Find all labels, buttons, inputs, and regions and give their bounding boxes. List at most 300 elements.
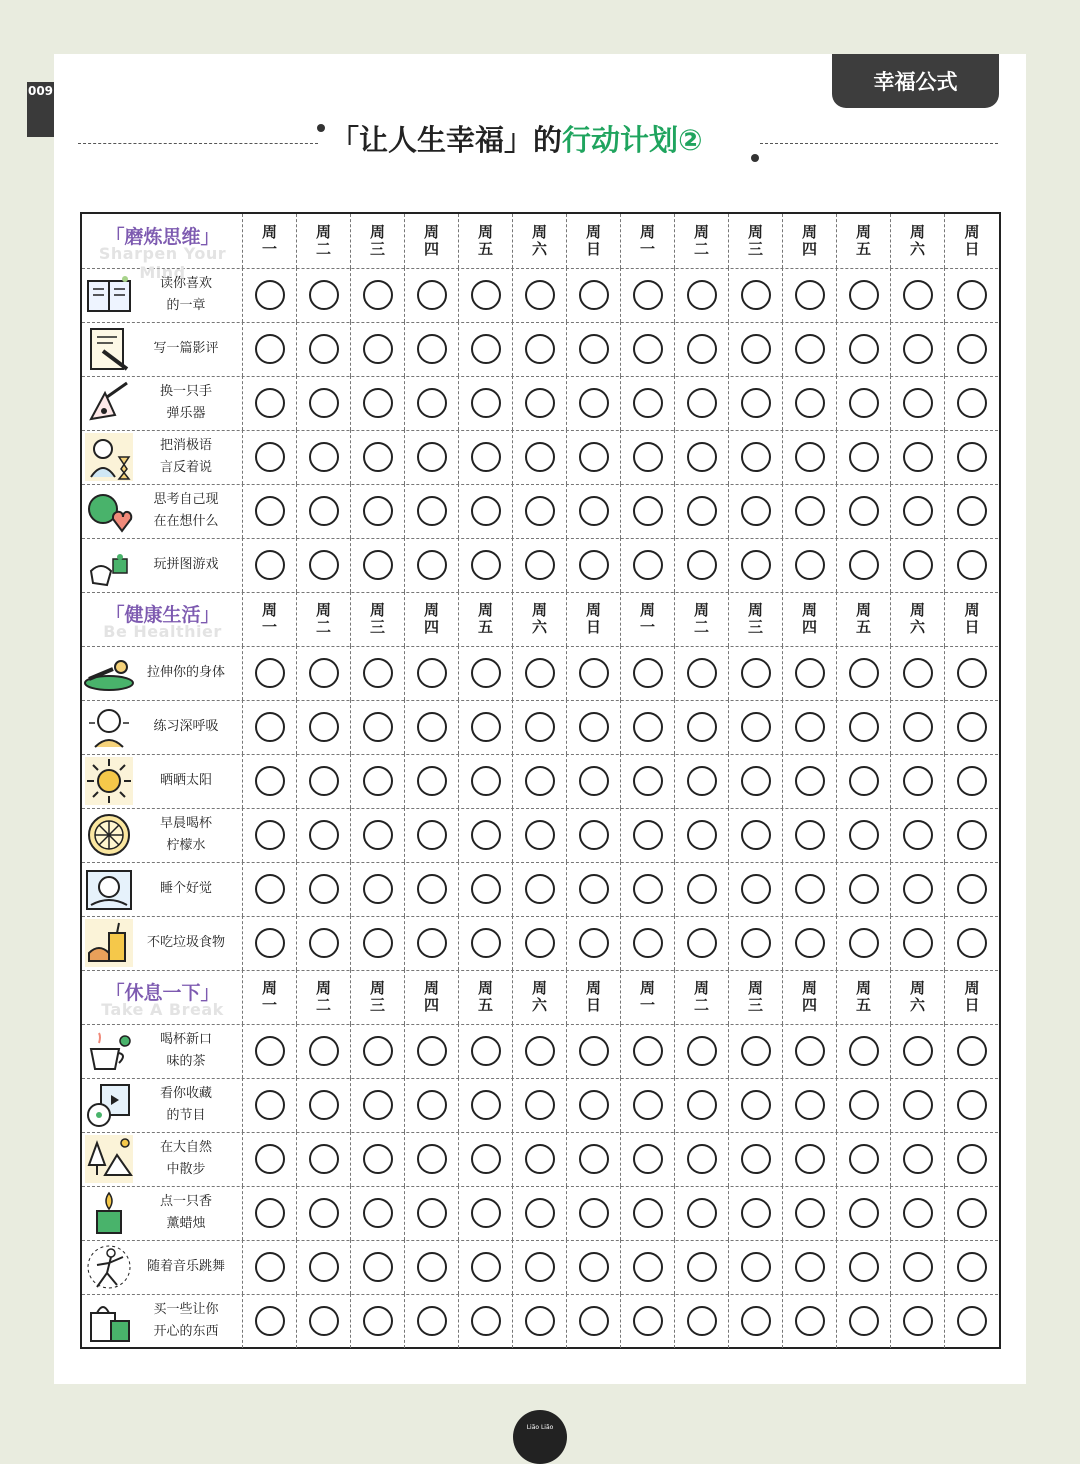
check-circle[interactable] (795, 1090, 825, 1120)
writing-icon (82, 322, 136, 376)
check-cell (243, 268, 297, 322)
check-circle[interactable] (255, 658, 285, 688)
check-cell (567, 538, 621, 592)
check-circle[interactable] (903, 1252, 933, 1282)
check-cell (351, 754, 405, 808)
check-circle[interactable] (471, 1036, 501, 1066)
check-circle[interactable] (471, 388, 501, 418)
check-circle[interactable] (309, 280, 339, 310)
check-circle[interactable] (903, 496, 933, 526)
check-circle[interactable] (471, 1306, 501, 1336)
check-circle[interactable] (687, 280, 717, 310)
check-circle[interactable] (579, 658, 609, 688)
check-circle[interactable] (525, 496, 555, 526)
check-circle[interactable] (795, 658, 825, 688)
check-cell (729, 700, 783, 754)
check-cell (729, 1024, 783, 1078)
check-circle[interactable] (687, 496, 717, 526)
check-circle[interactable] (687, 1036, 717, 1066)
check-circle[interactable] (687, 388, 717, 418)
check-circle[interactable] (849, 442, 879, 472)
check-circle[interactable] (633, 1144, 663, 1174)
check-circle[interactable] (309, 496, 339, 526)
check-circle[interactable] (579, 388, 609, 418)
check-circle[interactable] (255, 496, 285, 526)
check-circle[interactable] (795, 1144, 825, 1174)
check-circle[interactable] (687, 712, 717, 742)
check-circle[interactable] (525, 1306, 555, 1336)
check-circle[interactable] (795, 820, 825, 850)
check-circle[interactable] (579, 874, 609, 904)
check-circle[interactable] (741, 874, 771, 904)
check-circle[interactable] (795, 1252, 825, 1282)
check-circle[interactable] (633, 496, 663, 526)
day-header: 周 三 (729, 970, 783, 1024)
habit-label-cell (82, 1078, 243, 1132)
check-circle[interactable] (957, 874, 987, 904)
check-cell (891, 700, 945, 754)
check-circle[interactable] (741, 550, 771, 580)
check-circle[interactable] (795, 874, 825, 904)
check-circle[interactable] (957, 334, 987, 364)
check-circle[interactable] (957, 1036, 987, 1066)
check-circle[interactable] (687, 550, 717, 580)
check-circle[interactable] (795, 388, 825, 418)
check-circle[interactable] (687, 820, 717, 850)
check-circle[interactable] (417, 1090, 447, 1120)
check-circle[interactable] (633, 928, 663, 958)
check-circle[interactable] (471, 658, 501, 688)
check-circle[interactable] (741, 280, 771, 310)
check-circle[interactable] (849, 1090, 879, 1120)
check-cell (837, 646, 891, 700)
check-circle[interactable] (579, 928, 609, 958)
check-circle[interactable] (309, 442, 339, 472)
check-circle[interactable] (471, 1198, 501, 1228)
check-circle[interactable] (525, 1198, 555, 1228)
check-circle[interactable] (633, 874, 663, 904)
check-circle[interactable] (957, 1198, 987, 1228)
check-circle[interactable] (849, 658, 879, 688)
check-circle[interactable] (957, 712, 987, 742)
check-circle[interactable] (633, 766, 663, 796)
check-circle[interactable] (957, 928, 987, 958)
check-circle[interactable] (741, 1198, 771, 1228)
check-circle[interactable] (417, 1306, 447, 1336)
check-cell (513, 1024, 567, 1078)
check-circle[interactable] (255, 1090, 285, 1120)
check-circle[interactable] (309, 1036, 339, 1066)
check-circle[interactable] (363, 1198, 393, 1228)
check-circle[interactable] (849, 1198, 879, 1228)
check-circle[interactable] (633, 1090, 663, 1120)
check-circle[interactable] (525, 820, 555, 850)
habit-row (82, 322, 998, 377)
check-cell (513, 268, 567, 322)
check-circle[interactable] (525, 334, 555, 364)
check-circle[interactable] (255, 334, 285, 364)
check-circle[interactable] (795, 928, 825, 958)
check-circle[interactable] (687, 1090, 717, 1120)
check-circle[interactable] (471, 280, 501, 310)
check-cell (729, 430, 783, 484)
check-circle[interactable] (525, 1090, 555, 1120)
check-circle[interactable] (849, 928, 879, 958)
check-circle[interactable] (903, 820, 933, 850)
title-prefix: 「让人生幸福」的 (330, 123, 563, 157)
check-circle[interactable] (849, 820, 879, 850)
check-circle[interactable] (957, 766, 987, 796)
check-circle[interactable] (687, 928, 717, 958)
check-circle[interactable] (633, 334, 663, 364)
check-circle[interactable] (363, 1090, 393, 1120)
check-circle[interactable] (687, 1306, 717, 1336)
check-circle[interactable] (255, 550, 285, 580)
check-circle[interactable] (471, 1090, 501, 1120)
check-circle[interactable] (255, 712, 285, 742)
check-circle[interactable] (525, 874, 555, 904)
check-circle[interactable] (309, 1306, 339, 1336)
check-circle[interactable] (417, 1198, 447, 1228)
check-circle[interactable] (741, 712, 771, 742)
check-circle[interactable] (255, 766, 285, 796)
check-cell (459, 322, 513, 376)
check-circle[interactable] (957, 496, 987, 526)
check-circle[interactable] (957, 1252, 987, 1282)
check-cell (351, 1240, 405, 1294)
check-circle[interactable] (579, 712, 609, 742)
check-circle[interactable] (309, 388, 339, 418)
check-circle[interactable] (849, 550, 879, 580)
check-circle[interactable] (363, 334, 393, 364)
check-circle[interactable] (255, 1036, 285, 1066)
check-circle[interactable] (471, 496, 501, 526)
check-cell (459, 1294, 513, 1348)
check-circle[interactable] (741, 766, 771, 796)
check-circle[interactable] (471, 820, 501, 850)
check-circle[interactable] (471, 334, 501, 364)
check-cell (891, 1132, 945, 1186)
check-circle[interactable] (741, 928, 771, 958)
check-circle[interactable] (417, 712, 447, 742)
check-circle[interactable] (849, 1144, 879, 1174)
check-circle[interactable] (363, 712, 393, 742)
check-circle[interactable] (741, 334, 771, 364)
check-circle[interactable] (903, 766, 933, 796)
check-circle[interactable] (363, 928, 393, 958)
check-circle[interactable] (417, 442, 447, 472)
check-circle[interactable] (687, 1252, 717, 1282)
check-cell (783, 700, 837, 754)
check-circle[interactable] (849, 388, 879, 418)
check-circle[interactable] (903, 658, 933, 688)
check-circle[interactable] (903, 442, 933, 472)
check-circle[interactable] (795, 280, 825, 310)
check-circle[interactable] (471, 766, 501, 796)
check-circle[interactable] (849, 1036, 879, 1066)
check-cell (783, 322, 837, 376)
check-circle[interactable] (741, 658, 771, 688)
check-circle[interactable] (363, 1306, 393, 1336)
check-circle[interactable] (471, 1144, 501, 1174)
check-cell (729, 322, 783, 376)
check-circle[interactable] (363, 658, 393, 688)
check-cell (729, 916, 783, 970)
check-circle[interactable] (417, 766, 447, 796)
check-cell (891, 376, 945, 430)
check-circle[interactable] (471, 712, 501, 742)
check-cell (945, 1078, 999, 1132)
check-circle[interactable] (903, 928, 933, 958)
check-circle[interactable] (633, 1036, 663, 1066)
check-circle[interactable] (579, 442, 609, 472)
check-circle[interactable] (849, 334, 879, 364)
check-circle[interactable] (255, 1306, 285, 1336)
check-circle[interactable] (363, 1252, 393, 1282)
check-circle[interactable] (417, 334, 447, 364)
day-header: 周 六 (891, 970, 945, 1024)
check-circle[interactable] (849, 496, 879, 526)
check-circle[interactable] (417, 388, 447, 418)
check-circle[interactable] (417, 1036, 447, 1066)
check-circle[interactable] (309, 766, 339, 796)
check-circle[interactable] (741, 496, 771, 526)
check-circle[interactable] (795, 712, 825, 742)
check-cell (729, 1240, 783, 1294)
check-circle[interactable] (255, 928, 285, 958)
check-circle[interactable] (849, 1252, 879, 1282)
check-circle[interactable] (903, 334, 933, 364)
check-circle[interactable] (795, 1198, 825, 1228)
check-circle[interactable] (309, 1090, 339, 1120)
check-circle[interactable] (849, 712, 879, 742)
check-cell (945, 1024, 999, 1078)
check-circle[interactable] (903, 1306, 933, 1336)
check-circle[interactable] (741, 442, 771, 472)
check-circle[interactable] (363, 388, 393, 418)
check-circle[interactable] (795, 442, 825, 472)
check-circle[interactable] (741, 1306, 771, 1336)
check-circle[interactable] (741, 1090, 771, 1120)
check-circle[interactable] (687, 1144, 717, 1174)
check-circle[interactable] (903, 550, 933, 580)
check-circle[interactable] (255, 280, 285, 310)
check-cell (513, 808, 567, 862)
check-circle[interactable] (795, 550, 825, 580)
check-circle[interactable] (795, 496, 825, 526)
check-circle[interactable] (687, 658, 717, 688)
check-circle[interactable] (741, 1252, 771, 1282)
check-circle[interactable] (741, 1144, 771, 1174)
check-circle[interactable] (957, 550, 987, 580)
check-circle[interactable] (309, 874, 339, 904)
check-circle[interactable] (525, 388, 555, 418)
check-circle[interactable] (795, 334, 825, 364)
check-circle[interactable] (633, 712, 663, 742)
check-circle[interactable] (633, 550, 663, 580)
check-circle[interactable] (633, 388, 663, 418)
check-circle[interactable] (957, 280, 987, 310)
check-circle[interactable] (363, 1036, 393, 1066)
check-circle[interactable] (309, 1252, 339, 1282)
check-circle[interactable] (525, 658, 555, 688)
check-circle[interactable] (471, 442, 501, 472)
check-circle[interactable] (417, 928, 447, 958)
check-circle[interactable] (363, 1144, 393, 1174)
check-circle[interactable] (525, 1144, 555, 1174)
check-circle[interactable] (471, 1252, 501, 1282)
check-circle[interactable] (363, 496, 393, 526)
check-cell (459, 808, 513, 862)
check-circle[interactable] (633, 442, 663, 472)
check-circle[interactable] (309, 550, 339, 580)
check-cell (351, 1132, 405, 1186)
check-circle[interactable] (255, 1144, 285, 1174)
check-circle[interactable] (525, 766, 555, 796)
check-circle[interactable] (471, 928, 501, 958)
check-cell (567, 916, 621, 970)
check-circle[interactable] (633, 1306, 663, 1336)
check-circle[interactable] (309, 928, 339, 958)
check-circle[interactable] (525, 550, 555, 580)
check-cell (837, 1078, 891, 1132)
check-cell (567, 700, 621, 754)
check-circle[interactable] (687, 442, 717, 472)
check-cell (783, 268, 837, 322)
check-circle[interactable] (849, 1306, 879, 1336)
check-circle[interactable] (903, 1090, 933, 1120)
check-circle[interactable] (471, 550, 501, 580)
check-circle[interactable] (957, 820, 987, 850)
check-circle[interactable] (687, 1198, 717, 1228)
check-cell (621, 1240, 675, 1294)
check-circle[interactable] (957, 388, 987, 418)
check-circle[interactable] (417, 820, 447, 850)
check-circle[interactable] (525, 928, 555, 958)
check-circle[interactable] (633, 1252, 663, 1282)
check-circle[interactable] (579, 1252, 609, 1282)
check-circle[interactable] (309, 1144, 339, 1174)
check-circle[interactable] (579, 280, 609, 310)
check-circle[interactable] (633, 280, 663, 310)
check-circle[interactable] (417, 550, 447, 580)
check-cell (675, 1294, 729, 1348)
check-circle[interactable] (363, 766, 393, 796)
check-cell (351, 430, 405, 484)
check-circle[interactable] (795, 1306, 825, 1336)
check-circle[interactable] (525, 712, 555, 742)
check-circle[interactable] (363, 874, 393, 904)
check-circle[interactable] (957, 658, 987, 688)
check-circle[interactable] (309, 820, 339, 850)
check-circle[interactable] (633, 820, 663, 850)
check-circle[interactable] (363, 280, 393, 310)
section-header-row (82, 214, 998, 282)
check-circle[interactable] (309, 1198, 339, 1228)
check-circle[interactable] (255, 1198, 285, 1228)
check-circle[interactable] (579, 1090, 609, 1120)
check-circle[interactable] (903, 874, 933, 904)
check-circle[interactable] (903, 1144, 933, 1174)
check-circle[interactable] (255, 388, 285, 418)
check-circle[interactable] (417, 874, 447, 904)
check-circle[interactable] (849, 874, 879, 904)
check-circle[interactable] (255, 820, 285, 850)
check-circle[interactable] (741, 1036, 771, 1066)
habit-label-cell (82, 808, 243, 862)
check-circle[interactable] (903, 388, 933, 418)
check-cell (891, 916, 945, 970)
hourglass-person-icon (82, 430, 136, 484)
check-circle[interactable] (795, 766, 825, 796)
day-header: 周 二 (675, 214, 729, 268)
check-circle[interactable] (309, 334, 339, 364)
check-cell (621, 1078, 675, 1132)
check-circle[interactable] (741, 388, 771, 418)
check-circle[interactable] (579, 1036, 609, 1066)
check-cell (621, 916, 675, 970)
check-circle[interactable] (363, 550, 393, 580)
check-circle[interactable] (903, 1198, 933, 1228)
check-circle[interactable] (957, 1090, 987, 1120)
check-cell (351, 862, 405, 916)
check-circle[interactable] (579, 820, 609, 850)
check-circle[interactable] (633, 1198, 663, 1228)
check-circle[interactable] (579, 1144, 609, 1174)
check-circle[interactable] (363, 442, 393, 472)
check-circle[interactable] (471, 874, 501, 904)
check-circle[interactable] (957, 1144, 987, 1174)
check-circle[interactable] (579, 334, 609, 364)
check-circle[interactable] (525, 442, 555, 472)
check-circle[interactable] (903, 712, 933, 742)
check-circle[interactable] (903, 280, 933, 310)
check-circle[interactable] (741, 820, 771, 850)
check-circle[interactable] (687, 766, 717, 796)
check-circle[interactable] (903, 1036, 933, 1066)
check-circle[interactable] (849, 280, 879, 310)
check-cell (729, 268, 783, 322)
check-circle[interactable] (255, 1252, 285, 1282)
check-circle[interactable] (579, 496, 609, 526)
check-circle[interactable] (417, 280, 447, 310)
check-circle[interactable] (525, 280, 555, 310)
check-circle[interactable] (363, 820, 393, 850)
check-circle[interactable] (957, 1306, 987, 1336)
check-circle[interactable] (309, 712, 339, 742)
check-circle[interactable] (633, 658, 663, 688)
check-circle[interactable] (417, 1252, 447, 1282)
check-circle[interactable] (579, 1306, 609, 1336)
check-circle[interactable] (579, 550, 609, 580)
check-circle[interactable] (849, 766, 879, 796)
check-circle[interactable] (579, 766, 609, 796)
check-circle[interactable] (255, 442, 285, 472)
check-cell (405, 646, 459, 700)
check-circle[interactable] (525, 1036, 555, 1066)
check-circle[interactable] (417, 658, 447, 688)
check-circle[interactable] (255, 874, 285, 904)
check-circle[interactable] (687, 874, 717, 904)
check-circle[interactable] (687, 334, 717, 364)
check-circle[interactable] (579, 1198, 609, 1228)
check-circle[interactable] (525, 1252, 555, 1282)
check-circle[interactable] (795, 1036, 825, 1066)
check-circle[interactable] (417, 496, 447, 526)
check-circle[interactable] (309, 658, 339, 688)
check-circle[interactable] (957, 442, 987, 472)
check-circle[interactable] (417, 1144, 447, 1174)
